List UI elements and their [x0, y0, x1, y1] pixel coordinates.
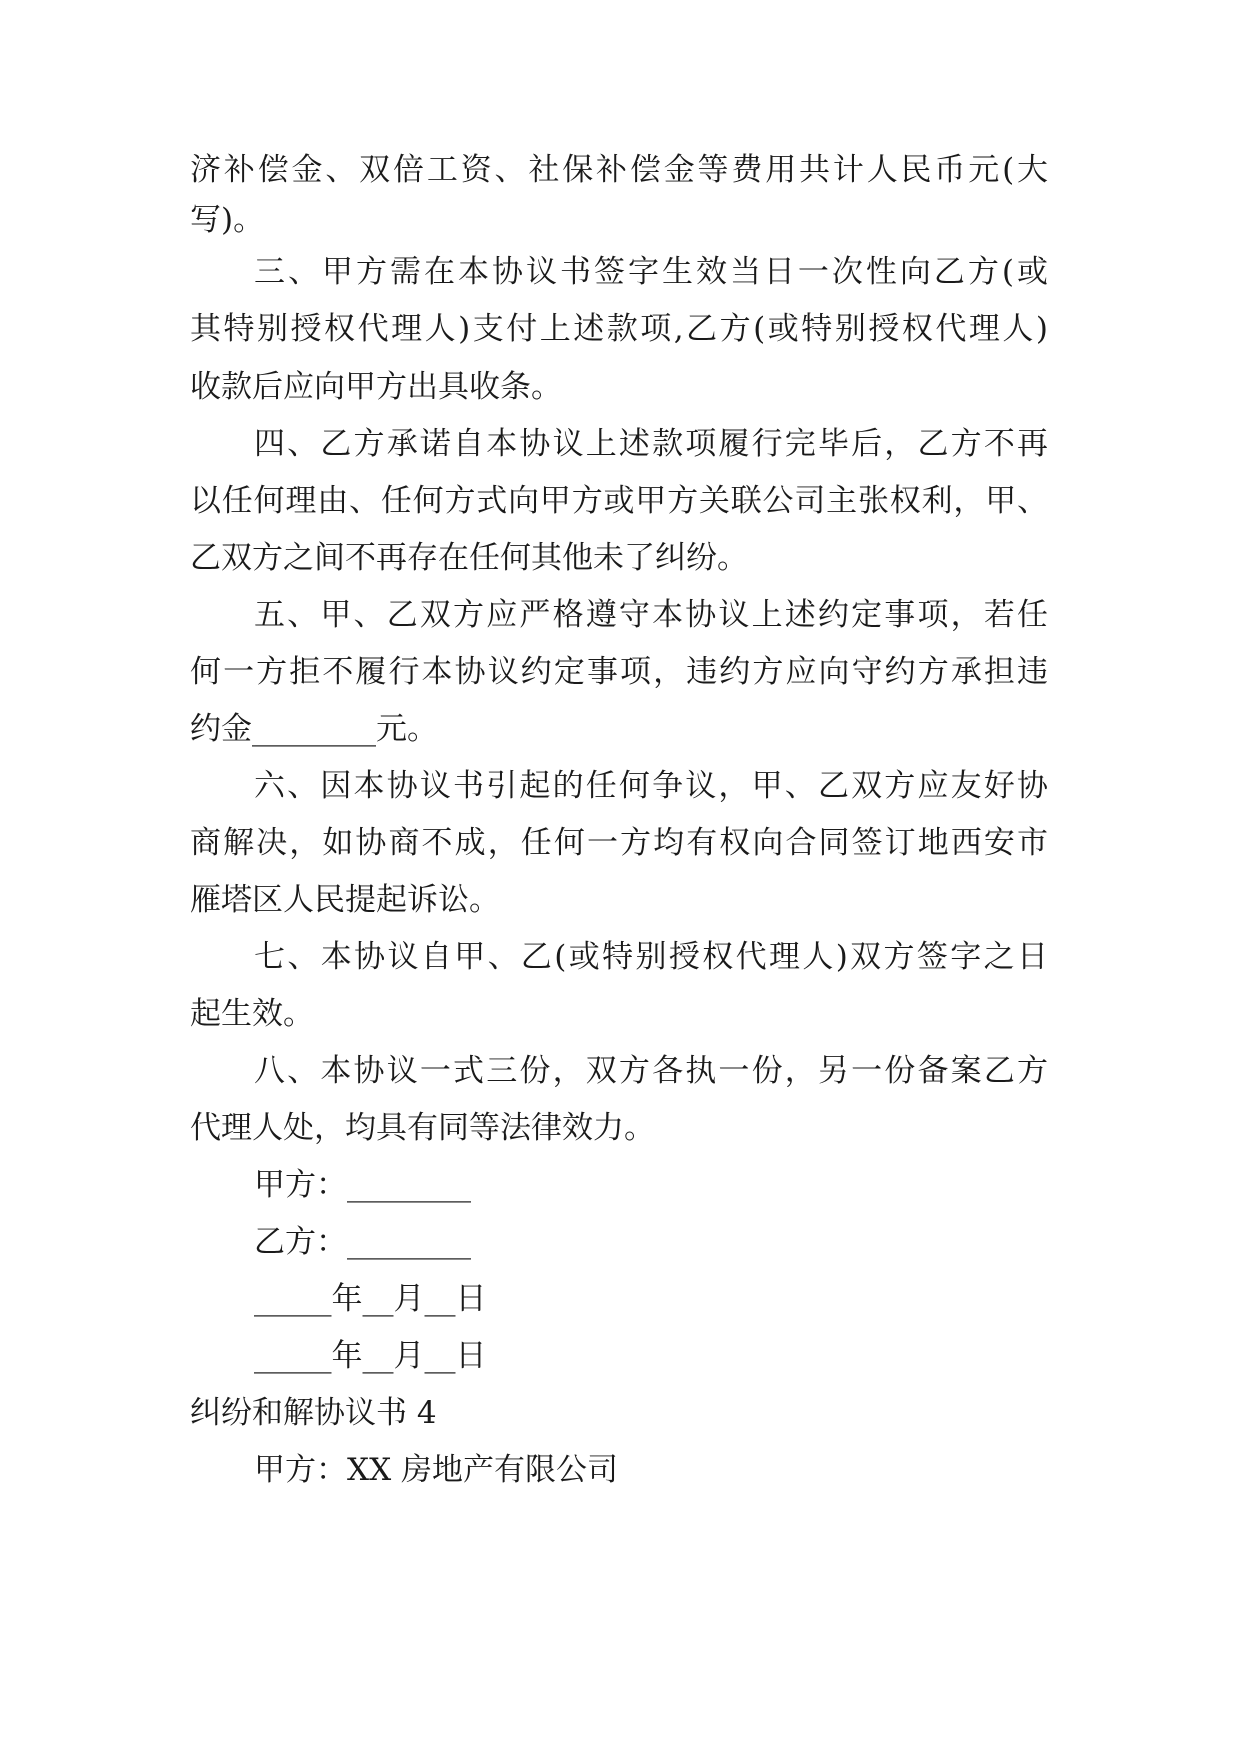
party-a-signature-line: 甲方：________ — [254, 1167, 471, 1203]
clause-4-line: 四、乙方承诺自本协议上述款项履行完毕后，乙方不再 — [254, 426, 1048, 462]
clause-7-line: 七、本协议自甲、乙(或特别授权代理人)双方签字之日 — [254, 939, 1048, 975]
body-line: 乙双方之间不再存在任何其他未了纠纷。 — [190, 540, 748, 576]
body-line: 代理人处，均具有同等法律效力。 — [190, 1110, 655, 1146]
body-line: 何一方拒不履行本协议约定事项，违约方应向守约方承担违 — [190, 654, 1048, 690]
date-line: _____年__月__日 — [254, 1281, 487, 1317]
body-line: 商解决，如协商不成，任何一方均有权向合同签订地西安市 — [190, 825, 1048, 861]
party-a-line: 甲方：XX 房地产有限公司 — [254, 1452, 618, 1488]
party-b-signature-line: 乙方：________ — [254, 1224, 471, 1260]
clause-3-line: 三、甲方需在本协议书签字生效当日一次性向乙方(或 — [254, 254, 1048, 290]
body-line: 其特别授权代理人)支付上述款项,乙方(或特别授权代理人) — [190, 311, 1048, 347]
date-line: _____年__月__日 — [254, 1338, 487, 1374]
body-line: 以任何理由、任何方式向甲方或甲方关联公司主张权利，甲、 — [190, 483, 1048, 519]
body-line: 收款后应向甲方出具收条。 — [190, 369, 562, 405]
body-line: 写)。 — [190, 202, 265, 238]
body-line: 雁塔区人民提起诉讼。 — [190, 882, 500, 918]
clause-5-line: 五、甲、乙双方应严格遵守本协议上述约定事项，若任 — [254, 597, 1048, 633]
body-line: 起生效。 — [190, 996, 314, 1032]
section-title: 纠纷和解协议书 4 — [190, 1395, 437, 1431]
clause-6-line: 六、因本协议书引起的任何争议，甲、乙双方应友好协 — [254, 768, 1048, 804]
body-line: 约金________元。 — [190, 711, 438, 747]
body-line: 济补偿金、双倍工资、社保补偿金等费用共计人民币元(大 — [190, 152, 1048, 188]
clause-8-line: 八、本协议一式三份，双方各执一份，另一份备案乙方 — [254, 1053, 1048, 1089]
